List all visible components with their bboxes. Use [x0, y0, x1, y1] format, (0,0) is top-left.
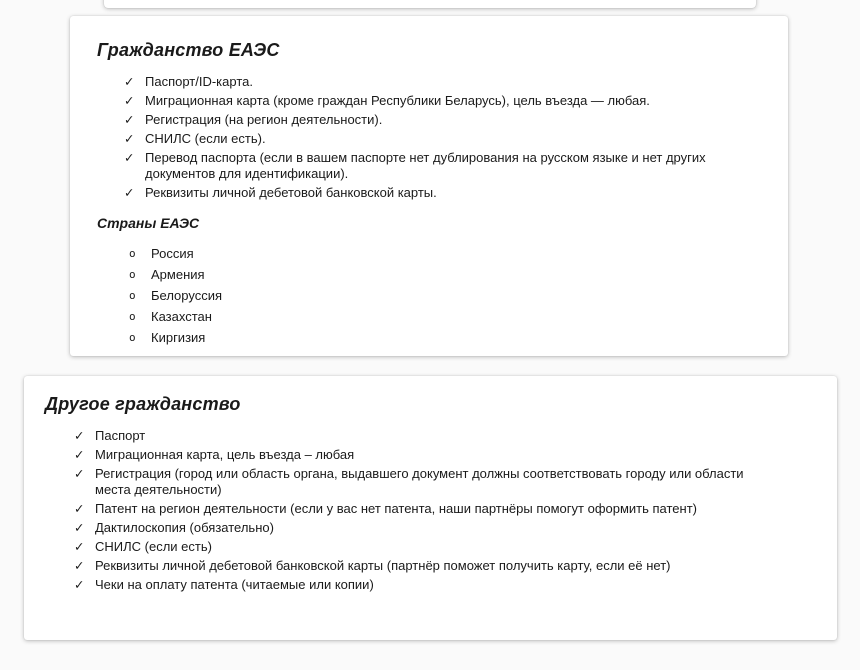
checklist-item-text: Регистрация (город или область органа, выдавшего документ должны соответствовать городу или области места деятельности): [95, 466, 744, 497]
checklist-item: [124, 150, 746, 182]
checklist-item: [74, 428, 766, 444]
country-name: Казахстан: [151, 309, 212, 324]
checkmark-icon: ✓: [74, 559, 85, 573]
checkmark-icon: ✓: [124, 151, 135, 165]
checkmark-icon: ✓: [74, 578, 85, 592]
checkmark-icon: ✓: [124, 113, 135, 127]
checklist-item: [74, 520, 766, 536]
checkmark-icon: ✓: [74, 429, 85, 443]
subsection-title-eaeu-countries: Страны ЕАЭС: [97, 215, 200, 231]
checklist-item-text: Миграционная карта, цель въезда – любая: [95, 447, 355, 462]
country-list-item: [129, 267, 760, 282]
circle-bullet-icon: o: [129, 310, 136, 323]
country-list-item: [129, 246, 760, 261]
checklist-item: [74, 466, 766, 498]
checkmark-icon: ✓: [124, 75, 135, 89]
checklist-item: [74, 447, 766, 463]
country-list-item: [129, 309, 760, 324]
circle-bullet-icon: o: [129, 268, 136, 281]
country-list-item: [129, 288, 760, 303]
checklist-item-text: Дактилоскопия (обязательно): [95, 520, 274, 535]
checkmark-icon: ✓: [124, 94, 135, 108]
checklist-item: [124, 112, 746, 128]
section-title-other: Другое гражданство: [45, 394, 241, 414]
country-list-item: [129, 330, 760, 345]
checklist-item: [124, 131, 746, 147]
checklist-item-text: Перевод паспорта (если в вашем паспорте нет дублирования на русском языке и нет других документов для идентификации).: [145, 150, 706, 181]
checkmark-icon: ✓: [74, 521, 85, 535]
checklist-item-text: Реквизиты личной дебетовой банковской карты.: [145, 185, 437, 200]
country-name: Армения: [151, 267, 205, 282]
checklist-item: [124, 93, 746, 109]
checklist-item-text: Паспорт: [95, 428, 146, 443]
country-name: Киргизия: [151, 330, 206, 345]
section-title-eaeu: Гражданство ЕАЭС: [97, 40, 280, 60]
checkmark-icon: ✓: [74, 467, 85, 481]
checklist-item: [74, 558, 766, 574]
checklist-item-text: СНИЛС (если есть).: [145, 131, 266, 146]
previous-page-bottom-edge: [104, 0, 756, 8]
checklist-item-text: Чеки на оплату патента (читаемые или копии): [95, 577, 374, 592]
checklist-item-text: Патент на регион деятельности (если у вас нет патента, наши партнёры помогут оформить патент): [95, 501, 697, 516]
checklist-item: [124, 185, 746, 201]
circle-bullet-icon: o: [129, 331, 136, 344]
checklist-item-text: Миграционная карта (кроме граждан Республики Беларусь), цель въезда — любая.: [145, 93, 650, 108]
page-other-citizenship: [24, 376, 837, 640]
eaeu-checklist: [124, 74, 746, 201]
checklist-item-text: Реквизиты личной дебетовой банковской карты (партнёр поможет получить карту, если её нет): [95, 558, 671, 573]
checklist-item: [74, 577, 766, 593]
page-eaeu-citizenship: [70, 16, 788, 356]
eaeu-countries-list: [129, 246, 760, 345]
checkmark-icon: ✓: [74, 448, 85, 462]
checkmark-icon: ✓: [74, 540, 85, 554]
checklist-item-text: СНИЛС (если есть): [95, 539, 212, 554]
checkmark-icon: ✓: [124, 186, 135, 200]
checklist-item: [124, 74, 746, 90]
circle-bullet-icon: o: [129, 289, 136, 302]
checkmark-icon: ✓: [74, 502, 85, 516]
checklist-item: [74, 501, 766, 517]
country-name: Россия: [151, 246, 194, 261]
checklist-item-text: Паспорт/ID-карта.: [145, 74, 253, 89]
checklist-item: [74, 539, 766, 555]
country-name: Белоруссия: [151, 288, 223, 303]
checklist-item-text: Регистрация (на регион деятельности).: [145, 112, 383, 127]
checkmark-icon: ✓: [124, 132, 135, 146]
circle-bullet-icon: o: [129, 247, 136, 260]
other-checklist: [74, 428, 766, 593]
